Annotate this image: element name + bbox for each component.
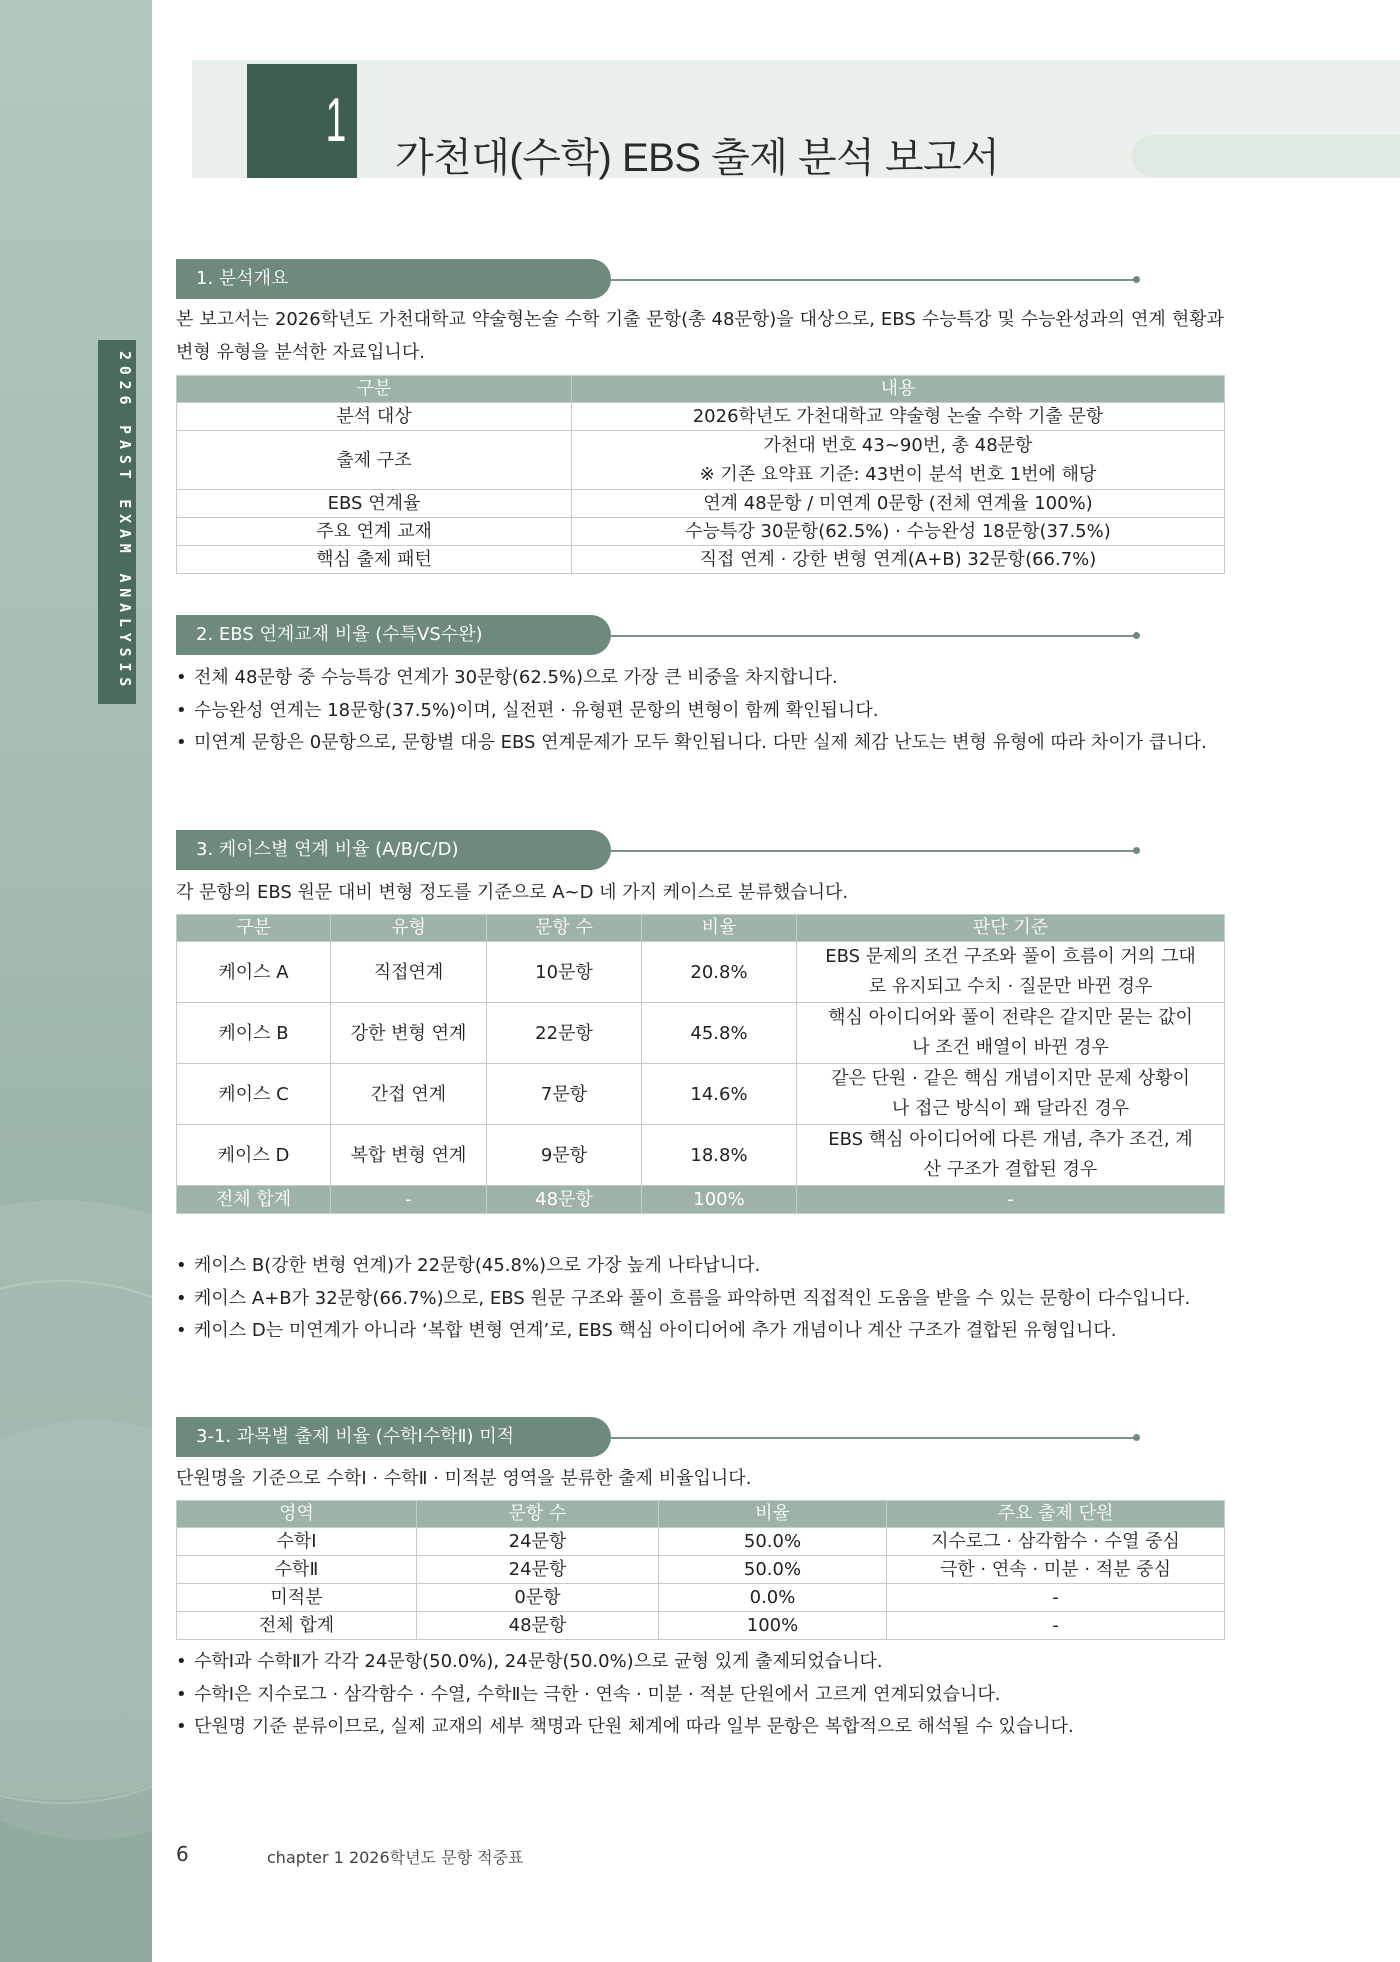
header-accent-pill xyxy=(1132,135,1400,177)
table-cell: - xyxy=(797,1186,1225,1214)
side-label-text: 2026 PAST EXAM ANALYSIS xyxy=(116,351,134,693)
subject-bullets xyxy=(176,1646,1226,1744)
table-row xyxy=(177,1003,1225,1064)
table-header-row xyxy=(177,1501,1225,1528)
decorative-circle xyxy=(0,1420,152,1840)
table-cell: 24문항 xyxy=(417,1556,659,1584)
table-header-cell: 구분 xyxy=(177,376,572,403)
section-divider xyxy=(611,279,1136,281)
table-cell: 100% xyxy=(659,1612,887,1640)
chapter-number: 1 xyxy=(325,86,347,155)
list-item: • 케이스 A+B가 32문항(66.7%)으로, EBS 원문 구조와 풀이 흐름을 파악하면 직접적인 도움을 받을 수 있는 문항이 다수입니다. xyxy=(176,1283,1226,1316)
table-cell: 수능특강 30문항(62.5%) · 수능완성 18문항(37.5%) xyxy=(572,518,1225,546)
table-cell: 핵심 아이디어와 풀이 전략은 같지만 묻는 값이나 조건 배열이 바뀐 경우 xyxy=(797,1003,1225,1064)
table-row xyxy=(177,942,1225,1003)
section-divider-dot xyxy=(1133,276,1140,283)
table-cell: 극한 · 연속 · 미분 · 적분 중심 xyxy=(887,1556,1225,1584)
table-header-cell: 비율 xyxy=(659,1501,887,1528)
section-divider-dot xyxy=(1133,632,1140,639)
table-cell: 18.8% xyxy=(642,1125,797,1186)
table-cell: 0.0% xyxy=(659,1584,887,1612)
table-total-row xyxy=(177,1186,1225,1214)
table-cell: 수학Ⅰ xyxy=(177,1528,417,1556)
section-heading-subject-ratio: 3-1. 과목별 출제 비율 (수학Ⅰ수학Ⅱ) 미적 xyxy=(176,1417,611,1457)
table-header-cell: 내용 xyxy=(572,376,1225,403)
case-table xyxy=(176,914,1225,1214)
case-bullets xyxy=(176,1250,1226,1348)
table-cell: 24문항 xyxy=(417,1528,659,1556)
table-cell: - xyxy=(331,1186,487,1214)
table-cell: 전체 합계 xyxy=(177,1612,417,1640)
table-cell: 미적분 xyxy=(177,1584,417,1612)
table-cell: 복합 변형 연계 xyxy=(331,1125,487,1186)
table-header-cell: 판단 기준 xyxy=(797,915,1225,942)
table-row xyxy=(177,1125,1225,1186)
table-cell: 케이스 A xyxy=(177,942,331,1003)
table-cell: EBS 연계율 xyxy=(177,490,572,518)
table-row xyxy=(177,546,1225,574)
list-item: • 수학Ⅰ과 수학Ⅱ가 각각 24문항(50.0%), 24문항(50.0%)으로 균형 있게 출제되었습니다. xyxy=(176,1646,1226,1679)
list-item: • 단원명 기준 분류이므로, 실제 교재의 세부 책명과 단원 체계에 따라 일부 문항은 복합적으로 해석될 수 있습니다. xyxy=(176,1711,1226,1744)
table-cell: 간접 연계 xyxy=(331,1064,487,1125)
subject-intro: 단원명을 기준으로 수학Ⅰ · 수학Ⅱ · 미적분 영역을 분류한 출제 비율입니다. xyxy=(176,1468,752,1489)
table-row xyxy=(177,1064,1225,1125)
table-header-row xyxy=(177,376,1225,403)
table-cell-line: 가천대 번호 43~90번, 총 48문항 xyxy=(763,435,1033,456)
running-footer: chapter 1 2026학년도 문항 적중표 xyxy=(267,1848,524,1867)
table-header-cell: 구분 xyxy=(177,915,331,942)
table-cell: 22문항 xyxy=(487,1003,642,1064)
chapter-number-box xyxy=(247,64,357,178)
table-cell: - xyxy=(887,1612,1225,1640)
table-cell: 50.0% xyxy=(659,1556,887,1584)
table-cell: 케이스 B xyxy=(177,1003,331,1064)
case-intro: 각 문항의 EBS 원문 대비 변형 정도를 기준으로 A~D 네 가지 케이스로 분류했습니다. xyxy=(176,882,849,903)
table-cell: 직접연계 xyxy=(331,942,487,1003)
section-heading-overview: 1. 분석개요 xyxy=(176,259,611,299)
table-header-cell: 주요 출제 단원 xyxy=(887,1501,1225,1528)
table-cell: 직접 연계 · 강한 변형 연계(A+B) 32문항(66.7%) xyxy=(572,546,1225,574)
table-row xyxy=(177,1556,1225,1584)
table-cell: 48문항 xyxy=(417,1612,659,1640)
table-cell: 연계 48문항 / 미연계 0문항 (전체 연계율 100%) xyxy=(572,490,1225,518)
ebs-ratio-bullets xyxy=(176,662,1226,760)
table-cell: 0문항 xyxy=(417,1584,659,1612)
list-item: • 미연계 문항은 0문항으로, 문항별 대응 EBS 연계문제가 모두 확인됩니다. 다만 실제 체감 난도는 변형 유형에 따라 차이가 큽니다. xyxy=(176,727,1226,760)
table-cell: 50.0% xyxy=(659,1528,887,1556)
table-cell: 케이스 D xyxy=(177,1125,331,1186)
table-row xyxy=(177,518,1225,546)
page-title: 가천대(수학) EBS 출제 분석 보고서 xyxy=(395,136,1000,180)
table-cell: 20.8% xyxy=(642,942,797,1003)
table-cell-note: ※ 기존 요약표 기준: 43번이 분석 번호 1번에 해당 xyxy=(699,464,1097,485)
table-cell: 7문항 xyxy=(487,1064,642,1125)
table-row xyxy=(177,431,1225,490)
table-header-cell: 유형 xyxy=(331,915,487,942)
table-cell: 48문항 xyxy=(487,1186,642,1214)
table-cell: - xyxy=(887,1584,1225,1612)
subject-table xyxy=(176,1500,1225,1640)
page-number: 6 xyxy=(176,1842,189,1866)
section-divider xyxy=(611,635,1136,637)
table-header-cell: 문항 수 xyxy=(487,915,642,942)
table-row xyxy=(177,1612,1225,1640)
list-item: • 케이스 D는 미연계가 아니라 ‘복합 변형 연계’로, EBS 핵심 아이디어에 추가 개념이나 계산 구조가 결합된 유형입니다. xyxy=(176,1315,1226,1348)
table-cell: 9문항 xyxy=(487,1125,642,1186)
table-row xyxy=(177,403,1225,431)
table-cell: 핵심 출제 패턴 xyxy=(177,546,572,574)
table-cell: 주요 연계 교재 xyxy=(177,518,572,546)
table-cell: EBS 핵심 아이디어에 다른 개념, 추가 조건, 계산 구조가 결합된 경우 xyxy=(797,1125,1225,1186)
table-row xyxy=(177,1584,1225,1612)
table-cell: EBS 문제의 조건 구조와 풀이 흐름이 거의 그대로 유지되고 수치 · 질문만 바뀐 경우 xyxy=(797,942,1225,1003)
side-decoration xyxy=(0,0,152,1962)
table-row xyxy=(177,1528,1225,1556)
table-row xyxy=(177,490,1225,518)
table-cell: 10문항 xyxy=(487,942,642,1003)
section-divider-dot xyxy=(1133,847,1140,854)
table-cell: 같은 단원 · 같은 핵심 개념이지만 문제 상황이나 접근 방식이 꽤 달라진 경우 xyxy=(797,1064,1225,1125)
table-cell: 14.6% xyxy=(642,1064,797,1125)
table-header-cell: 비율 xyxy=(642,915,797,942)
table-cell: 케이스 C xyxy=(177,1064,331,1125)
table-header-row xyxy=(177,915,1225,942)
list-item: • 전체 48문항 중 수능특강 연계가 30문항(62.5%)으로 가장 큰 비중을 차지합니다. xyxy=(176,662,1226,695)
table-cell: 45.8% xyxy=(642,1003,797,1064)
overview-intro: 본 보고서는 2026학년도 가천대학교 약술형논술 수학 기출 문항(총 48문항)을 대상으로, EBS 수능특강 및 수능완성과의 연계 현황과 변형 유형을 분석한 자료입니다. xyxy=(176,309,1224,363)
section-divider xyxy=(611,1437,1136,1439)
table-cell: 강한 변형 연계 xyxy=(331,1003,487,1064)
table-header-cell: 문항 수 xyxy=(417,1501,659,1528)
list-item: • 케이스 B(강한 변형 연계)가 22문항(45.8%)으로 가장 높게 나타납니다. xyxy=(176,1250,1226,1283)
table-cell: 전체 합계 xyxy=(177,1186,331,1214)
section-divider xyxy=(611,850,1136,852)
table-cell: 지수로그 · 삼각함수 · 수열 중심 xyxy=(887,1528,1225,1556)
table-cell: 100% xyxy=(642,1186,797,1214)
list-item: • 수학Ⅰ은 지수로그 · 삼각함수 · 수열, 수학Ⅱ는 극한 · 연속 · 미분 · 적분 단원에서 고르게 연계되었습니다. xyxy=(176,1679,1226,1712)
list-item: • 수능완성 연계는 18문항(37.5%)이며, 실전편 · 유형편 문항의 변형이 함께 확인됩니다. xyxy=(176,695,1226,728)
overview-table xyxy=(176,375,1225,574)
section-divider-dot xyxy=(1133,1434,1140,1441)
section-heading-case-ratio: 3. 케이스별 연계 비율 (A/B/C/D) xyxy=(176,830,611,870)
table-cell: 출제 구조 xyxy=(177,431,572,490)
table-cell: 2026학년도 가천대학교 약술형 논술 수학 기출 문항 xyxy=(572,403,1225,431)
table-cell: 수학Ⅱ xyxy=(177,1556,417,1584)
table-cell xyxy=(572,431,1225,490)
table-cell: 분석 대상 xyxy=(177,403,572,431)
table-header-cell: 영역 xyxy=(177,1501,417,1528)
section-heading-ebs-ratio: 2. EBS 연계교재 비율 (수특VS수완) xyxy=(176,615,611,655)
